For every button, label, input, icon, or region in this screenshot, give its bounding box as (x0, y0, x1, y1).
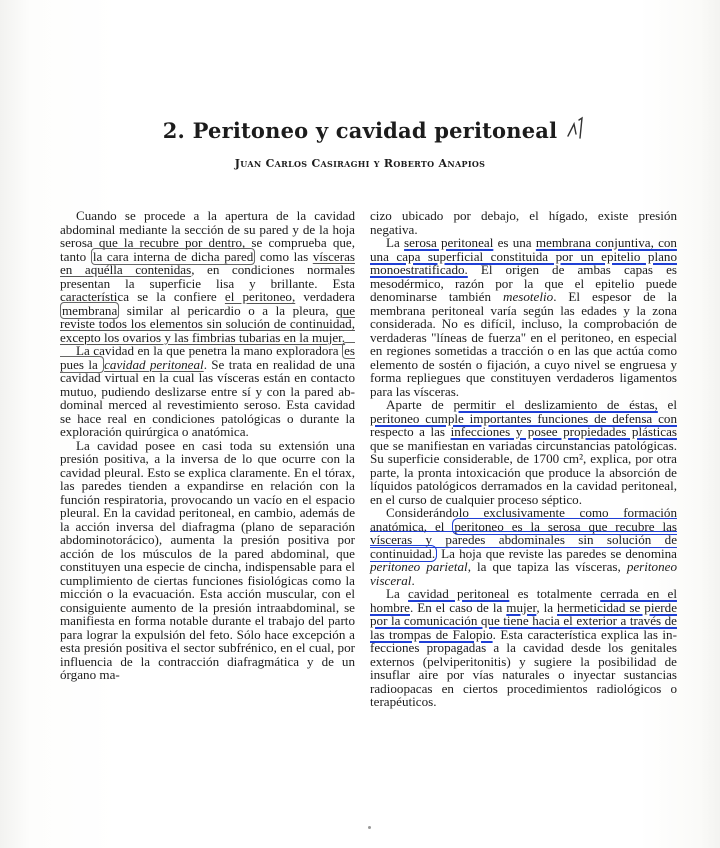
annotated-phrase: que reviste todos los elementos sin solución de continuidad, excepto los ovarios y las fimbrias tubarias en la mujer. (60, 302, 355, 345)
chapter-title-wrap (163, 118, 558, 143)
annotated-phrase: es pues la (60, 343, 355, 372)
left-paragraph-2: La cavidad en la que penetra la mano exploradora es pues la cavidad peritoneal. Se trata en realidad de una cavidad virtual en la cual las vísceras están en contacto mutuo, pudiendo deslizarse entre sí y con la pared abdominal merced al revestimiento seroso. Esta cavidad se hace real en condiciones patológicas o durante la exploración quirúrgica o anatómica. (60, 343, 356, 439)
annotated-phrase: membrana (62, 302, 118, 318)
scan-speck (368, 826, 371, 829)
right-paragraph-2: Aparte de permitir el deslizamiento de éstas, el peritoneo cumple importantes funciones de defensa con respecto a las infecciones y posee propiedades plásticas que se manifiestan en variadas circunstancias patológicas. Su superficie considerable, de 1700 cm², explica, por otra parte, la pronta intoxicación que produce la absorción de líquidos patológicos derramados en la cavidad peritoneal, en el curso de cualquier proceso séptico. (370, 397, 677, 507)
annotated-phrase: el peritoneo, (224, 289, 296, 304)
chapter-title-line (0, 118, 720, 143)
right-paragraph-3: Considerándolo exclusivamente como formación anatómica, el peritoneo es la serosa que recubre las vísceras y paredes abdominales sin solución de continuidad. La hoja que reviste las paredes se denomina peritoneo parietal, la que tapiza las vísceras, peritoneo visceral. (370, 505, 677, 588)
right-paragraph-4: La cavidad peritoneal es totalmente cerrada en el hombre. En el caso de la mujer, la hermeticidad se pierde por la comunicación que tiene hacia el exterior a través de las trompas de Falopio. Esta característica explica las infecciones propagadas a la cavidad desde los genitales externos (pelviperitonitis) y sugiere la posibilidad de insuflar aire por vías naturales o inyectar sustancias radioopacas en ciertos procedimientos radiológicos o terapéuticos. (370, 586, 677, 709)
handwritten-mark-icon (565, 112, 591, 142)
annotated-phrase: serosa peritoneal (404, 235, 494, 250)
right-paragraph-1: La serosa peritoneal es una membrana conjuntiva, con una capa superficial constituida por un epitelio plano monoestratificado. El origen de ambas capas es mesodérmico, razón por la que el epitelio puede denominarse también mesotelio. El espesor de la membrana peritoneal varía según las edades y la zona considerada. No es difícil, incluso, la comprobación de verdaderas "líneas de fuerza" en el peritoneo, en especial en regiones sometidas a tracción o en las que actúa como elemento de sostén o fijación, a cuyo nivel se engruesa y forma repliegues que constituyen verdaderos ligamentos para las vísceras. (370, 235, 677, 399)
annotated-phrase: cavidad peritoneal (104, 356, 204, 372)
annotated-phrase: cavidad peritoneal (408, 586, 510, 601)
annotated-phrase: peritoneo es la serosa que recubre las vísceras y paredes abdominales sin solución de continuidad. (370, 518, 677, 561)
annotated-phrase: peritoneo cumple importantes funciones de defensa con (370, 410, 677, 426)
annotated-phrase: permitir el deslizamiento de éstas, (453, 397, 658, 412)
annotated-phrase: hermeticidad se pierde por la comunicación que tiene hacia el exterior a través de las trompas de Falopio (370, 599, 677, 642)
chapter-authors: Juan Carlos Casiraghi y Roberto Anapios (234, 157, 486, 170)
annotated-phrase: membrana conjuntiva, con una capa superficial constituida por un epitelio plano monoestratificado. (370, 235, 677, 277)
chapter-title: 2. Peritoneo y cavidad peritoneal (162, 118, 558, 143)
annotated-phrase: vísceras en aquélla contenidas (60, 248, 355, 277)
right-column (370, 209, 677, 709)
left-paragraph-3: La cavidad posee en casi toda su extensión una presión positiva, a la inversa de lo que ocurre con la cavidad pleural. Esto se explica claramente. En el tórax, las paredes tienden a expandirse en relación con la función respiratoria, provocando un vacío en el espacio pleural. En la cavidad peritoneal, en cambio, además de la acción inversa del diafragma (plano de separación abdominotorácico), aumenta la presión positiva por acción de los músculos de la pared abdominal, que constituyen una especie de cincha, indispensable para el cumplimiento de ciertas funciones fisiológicas como la micción o la evacuación. Esta acción muscular, con el consiguiente aumento de la presión intraabdominal, se manifiesta en forma notable durante el trabajo del parto para lograr la expulsión del feto. Sólo hace excepción a esta presión positiva el sector subfrénico, en el cual, por influencia de la contracción diafragmática y de un órgano ma- (60, 437, 355, 682)
annotated-phrase: mujer (506, 599, 537, 615)
left-paragraph-1: Cuando se procede a la apertura de la cavidad abdominal mediante la sección de su pared y de la hoja serosa que la recubre por dentro, se comprueba que, tanto la cara interna de dicha pared como las vísceras en aquélla contenidas, en condiciones normales presentan la superficie lisa y brillante. Esta característica se la confiere el peritoneo, verdadera membrana similar al pericardio o a la pleura, que reviste todos los elementos sin solución de continuidad, excepto los ovarios y las fimbrias tubarias en la mujer. (60, 208, 355, 345)
annotated-phrase: infecciones y posee propiedades plásticas (450, 424, 677, 439)
left-column (60, 209, 355, 682)
annotated-phrase: cerrada en el hombre (370, 586, 677, 615)
right-paragraph-0: cizo ubicado por debajo, el hígado, existe presión negativa. (370, 208, 677, 237)
annotated-phrase: la cara interna de dicha pared (92, 248, 254, 264)
